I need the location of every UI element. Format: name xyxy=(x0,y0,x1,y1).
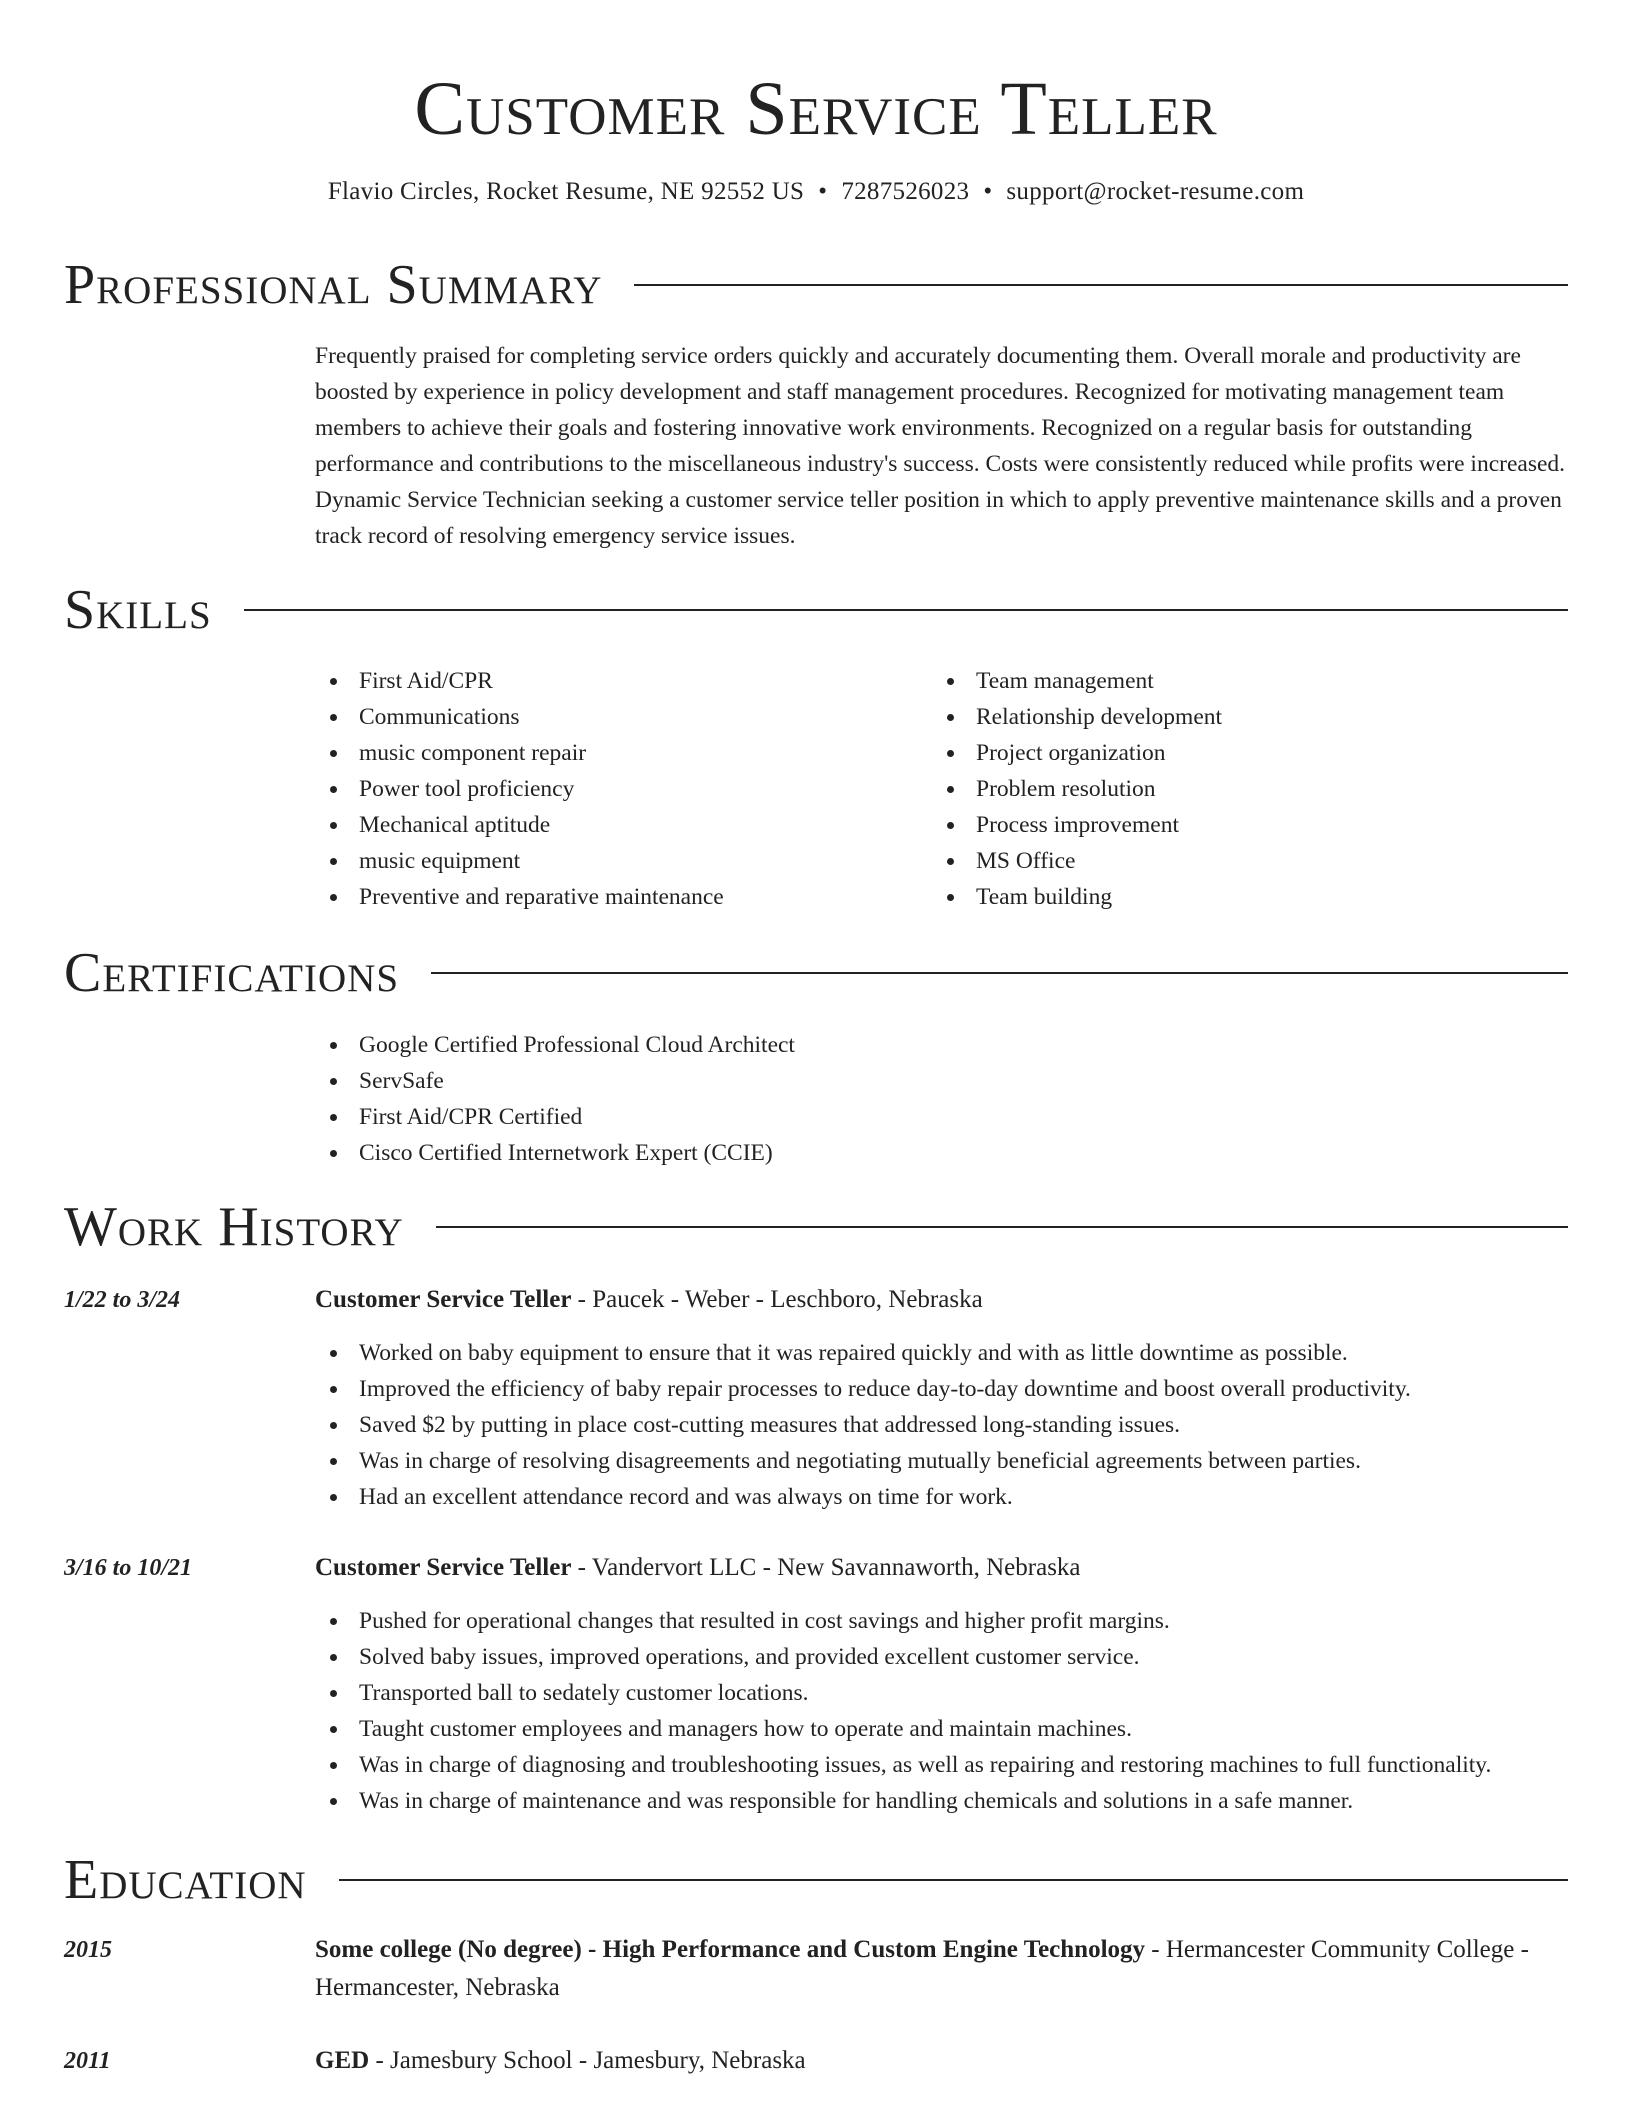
skill-item: MS Office xyxy=(932,843,1532,879)
work-bullet: Improved the efficiency of baby repair processes to reduce day-to-day downtime and boost overall productivity. xyxy=(315,1371,1568,1407)
section-divider xyxy=(634,284,1568,286)
certification-item: ServSafe xyxy=(315,1063,1568,1099)
education-entry-text xyxy=(315,2042,1568,2080)
work-bullet: Saved $2 by putting in place cost-cutting measures that addressed long-standing issues. xyxy=(315,1407,1568,1443)
work-bullets xyxy=(315,1335,1568,1515)
education-entry xyxy=(315,2042,1568,2080)
education-degree: GED xyxy=(315,2047,370,2074)
work-bullet: Was in charge of resolving disagreements and negotiating mutually beneficial agreements between parties. xyxy=(315,1443,1568,1479)
section-divider xyxy=(244,609,1568,611)
work-entry xyxy=(315,1281,1568,1515)
skill-item: Relationship development xyxy=(932,699,1532,735)
education-entry-text xyxy=(315,1931,1568,2007)
work-bullet: Transported ball to sedately customer locations. xyxy=(315,1675,1568,1711)
work-bullet: Solved baby issues, improved operations, and provided excellent customer service. xyxy=(315,1639,1568,1675)
education-entry xyxy=(315,1931,1568,2007)
skills-list-left xyxy=(315,663,915,915)
education-school: - Hermancester Community College - Hermancester, Nebraska xyxy=(315,1936,1529,2001)
skills-column-left xyxy=(315,663,915,915)
skill-item: Project organization xyxy=(932,735,1532,771)
contact-separator: • xyxy=(983,178,993,205)
work-dates: 3/16 to 10/21 xyxy=(64,1555,193,1581)
contact-phone: 7287526023 xyxy=(841,178,970,205)
work-bullet: Had an excellent attendance record and was always on time for work. xyxy=(315,1479,1568,1515)
work-bullet: Taught customer employees and managers how to operate and maintain machines. xyxy=(315,1711,1568,1747)
section-title-work: Work History xyxy=(64,1196,404,1258)
section-title-skills: Skills xyxy=(64,579,212,641)
section-header-work xyxy=(64,1192,1568,1262)
work-entry xyxy=(315,1549,1568,1819)
section-divider xyxy=(431,972,1568,974)
education-year: 2011 xyxy=(64,2048,111,2074)
work-bullets xyxy=(315,1603,1568,1819)
skill-item: Preventive and reparative maintenance xyxy=(315,879,915,915)
certifications-block xyxy=(315,1027,1568,1171)
work-title: Customer Service Teller xyxy=(315,1286,572,1313)
contact-separator: • xyxy=(818,178,828,205)
section-title-education: Education xyxy=(64,1849,307,1911)
summary-block xyxy=(315,338,1568,554)
section-divider xyxy=(436,1226,1568,1228)
education-degree: Some college (No degree) - High Performance and Custom Engine Technology xyxy=(315,1936,1146,1963)
work-entry-heading xyxy=(315,1549,1568,1587)
skill-item: Problem resolution xyxy=(932,771,1532,807)
skill-item: Team building xyxy=(932,879,1532,915)
skill-item: Communications xyxy=(315,699,915,735)
education-year: 2015 xyxy=(64,1937,112,1963)
skill-item: Power tool proficiency xyxy=(315,771,915,807)
skill-item: Process improvement xyxy=(932,807,1532,843)
work-bullet: Pushed for operational changes that resulted in cost savings and higher profit margins. xyxy=(315,1603,1568,1639)
summary-text: Frequently praised for completing service orders quickly and accurately documenting them. Overall morale and productivity are boosted by experience in policy development and staff management procedures. Recognized for motivating management team members to achieve their goals and fostering innovative work environments. Recognized on a regular basis for outstanding performance and contributions to the miscellaneous industry's success. Costs were consistently reduced while profits were increased. Dynamic Service Technician seeking a customer service teller position in which to apply preventive maintenance skills and a proven track record of resolving emergency service issues. xyxy=(315,343,1566,549)
work-bullet: Was in charge of diagnosing and troubleshooting issues, as well as repairing and restoring machines to full functionality. xyxy=(315,1747,1568,1783)
section-header-education xyxy=(64,1845,1568,1915)
certification-item: First Aid/CPR Certified xyxy=(315,1099,1568,1135)
work-employer: - Paucek - Weber - Leschboro, Nebraska xyxy=(571,1286,983,1313)
section-header-certifications xyxy=(64,938,1568,1008)
work-bullet: Was in charge of maintenance and was responsible for handling chemicals and solutions in a safe manner. xyxy=(315,1783,1568,1819)
work-bullet: Worked on baby equipment to ensure that it was repaired quickly and with as little downtime as possible. xyxy=(315,1335,1568,1371)
certification-item: Google Certified Professional Cloud Architect xyxy=(315,1027,1568,1063)
section-header-summary xyxy=(64,250,1568,320)
contact-email: support@rocket-resume.com xyxy=(1006,178,1305,205)
skill-item: First Aid/CPR xyxy=(315,663,915,699)
certifications-list xyxy=(315,1027,1568,1171)
skill-item: music equipment xyxy=(315,843,915,879)
section-title-certifications: Certifications xyxy=(64,942,400,1004)
work-entry-heading xyxy=(315,1281,1568,1319)
skill-item: music component repair xyxy=(315,735,915,771)
education-school: - Jamesbury School - Jamesbury, Nebraska xyxy=(369,2047,806,2074)
skills-column-right xyxy=(932,663,1532,915)
section-header-skills xyxy=(64,575,1568,645)
work-title: Customer Service Teller xyxy=(315,1554,572,1581)
skill-item: Team management xyxy=(932,663,1532,699)
work-dates: 1/22 to 3/24 xyxy=(64,1287,181,1313)
section-divider xyxy=(339,1879,1568,1881)
skills-list-right xyxy=(932,663,1532,915)
skill-item: Mechanical aptitude xyxy=(315,807,915,843)
resume-name: Customer Service Teller xyxy=(414,67,1218,151)
contact-line xyxy=(64,174,1568,210)
certification-item: Cisco Certified Internetwork Expert (CCIE) xyxy=(315,1135,1568,1171)
work-employer: - Vandervort LLC - New Savannaworth, Nebraska xyxy=(571,1554,1081,1581)
section-title-summary: Professional Summary xyxy=(64,254,603,316)
contact-address: Flavio Circles, Rocket Resume, NE 92552 US xyxy=(327,178,805,205)
